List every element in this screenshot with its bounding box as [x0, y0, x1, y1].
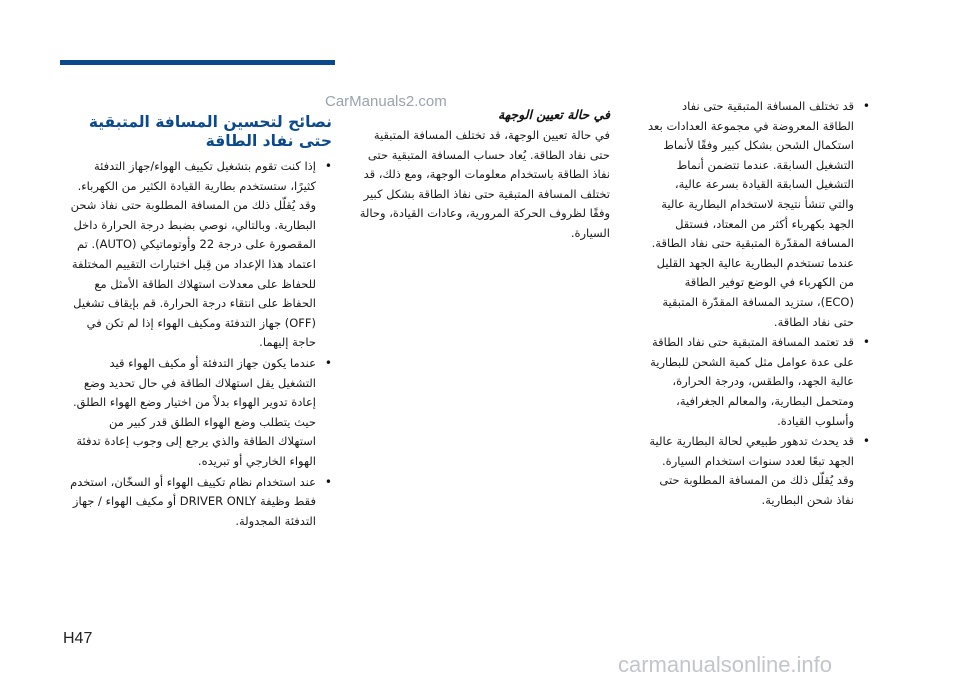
bullet-icon: •: [862, 99, 870, 113]
watermark-top[interactable]: CarManuals2.com: [325, 93, 447, 110]
left-column: [70, 113, 332, 532]
left-bullet-list: [70, 157, 332, 531]
section-title: نصائح لتحسين المسافة المتبقية حتى نفاد الطاقة: [88, 113, 332, 150]
list-item-text: إذا كنت تقوم بتشغيل تكييف الهواء/جهاز التدفئة كثيرًا، ستستخدم بطارية القيادة الكثير من الكهرباء. وقد يُقلّل ذلك من المسافة المطلوبة حتى نفاذ شحن البطارية. وبالتالي، نوصي بضبط درجة الحرارة داخل المقصورة على درجة 22 وأوتوماتيكي (AUTO). تم اعتماد هذا الإعداد من قِبل اختبارات التقييم المختلفة للحفاظ على معدلات استهلاك الطاقة الأمثل مع الحفاظ على انتقاء درجة الحرارة. قم بإيقاف تشغيل (OFF) جهاز التدفئة ومكيف الهواء إذا لم تكن في حاجة إليهما.: [70, 159, 316, 350]
list-item-text: قد تعتمد المسافة المتبقية حتى نفاد الطاقة على عدة عوامل مثل كمية الشحن للبطارية عالية الجهد، والطقس، ودرجة الحرارة، ومتحمل البطارية، والمعالم الجغرافية، وأسلوب القيادة.: [650, 335, 854, 428]
bullet-icon: •: [324, 159, 332, 173]
destination-paragraph: في حالة تعيين الوجهة، قد تختلف المسافة المتبقية حتى نفاد الطاقة. يُعاد حساب المسافة المتبقية حتى نفاذ الطاقة باستخدام معلومات الوجهة، ومع ذلك، قد تختلف المسافة المتبقية حتى نفاذ الطاقة بشكل كبير وفقًا لظروف الحركة المرورية، وعادات القيادة، وحالة السيارة.: [359, 128, 610, 240]
list-item: [70, 157, 332, 353]
watermark-bottom[interactable]: carmanualsonline.info: [618, 652, 833, 677]
list-item: [648, 97, 870, 332]
list-item: [70, 473, 332, 532]
list-item-text: قد يحدث تدهور طبيعي لحالة البطارية عالية الجهد تبعًا لعدد سنوات استخدام السيارة. وقد يُقلّل ذلك من المسافة المطلوبة حتى نفاذ شحن البطارية.: [649, 434, 854, 507]
bullet-icon: •: [862, 335, 870, 350]
right-column: [648, 97, 870, 511]
bullet-icon: •: [324, 474, 332, 489]
bullet-icon: •: [862, 434, 870, 449]
title-rule: [60, 60, 335, 65]
bullet-icon: •: [324, 355, 332, 370]
list-item-text: عند استخدام نظام تكييف الهواء أو السخّان، استخدم فقط وظيفة DRIVER ONLY أو مكيف الهواء / جهاز التدفئة المجدولة.: [70, 474, 316, 528]
page-number: H47: [63, 630, 93, 647]
middle-column: [355, 105, 610, 244]
destination-subheading: في حالة تعيين الوجهة: [498, 107, 610, 122]
right-bullet-list: [648, 97, 870, 510]
list-item-text: قد تختلف المسافة المتبقية حتى نفاد الطاقة المعروضة في مجموعة العدادات بعد استكمال الشحن بشكل كبير وفقًا لأنماط التشغيل السابقة. عندما تتضمن أنماط التشغيل السابقة القيادة بسرعة عالية، والتي تنشأ نتيجة لاستخدام البطارية عالية الجهد بكهرباء أكثر من المعتاد، فستقل المسافة المقدّرة المتبقية حتى نفاد الطاقة. عندما تستخدم البطارية عالية الجهد القليل من الكهرباء في الوضع توفير الطاقة (ECO)، ستزيد المسافة المقدّرة المتبقية حتى نفاد الطاقة.: [648, 99, 854, 329]
list-item: [70, 354, 332, 472]
list-item: [648, 432, 870, 510]
list-item-text: عندما يكون جهاز التدفئة أو مكيف الهواء قيد التشغيل يقل استهلاك الطاقة في حال تحديد وضع إعادة تدوير الهواء بدلاً من اختيار وضع الهواء الطلق. حيث يتطلب وضع الهواء الطلق قدر كبير من استهلاك الطاقة والذي يرجع إلى وجوب إعادة تدفئة الهواء الخارجي أو تبريده.: [72, 355, 316, 468]
list-item: [648, 333, 870, 431]
